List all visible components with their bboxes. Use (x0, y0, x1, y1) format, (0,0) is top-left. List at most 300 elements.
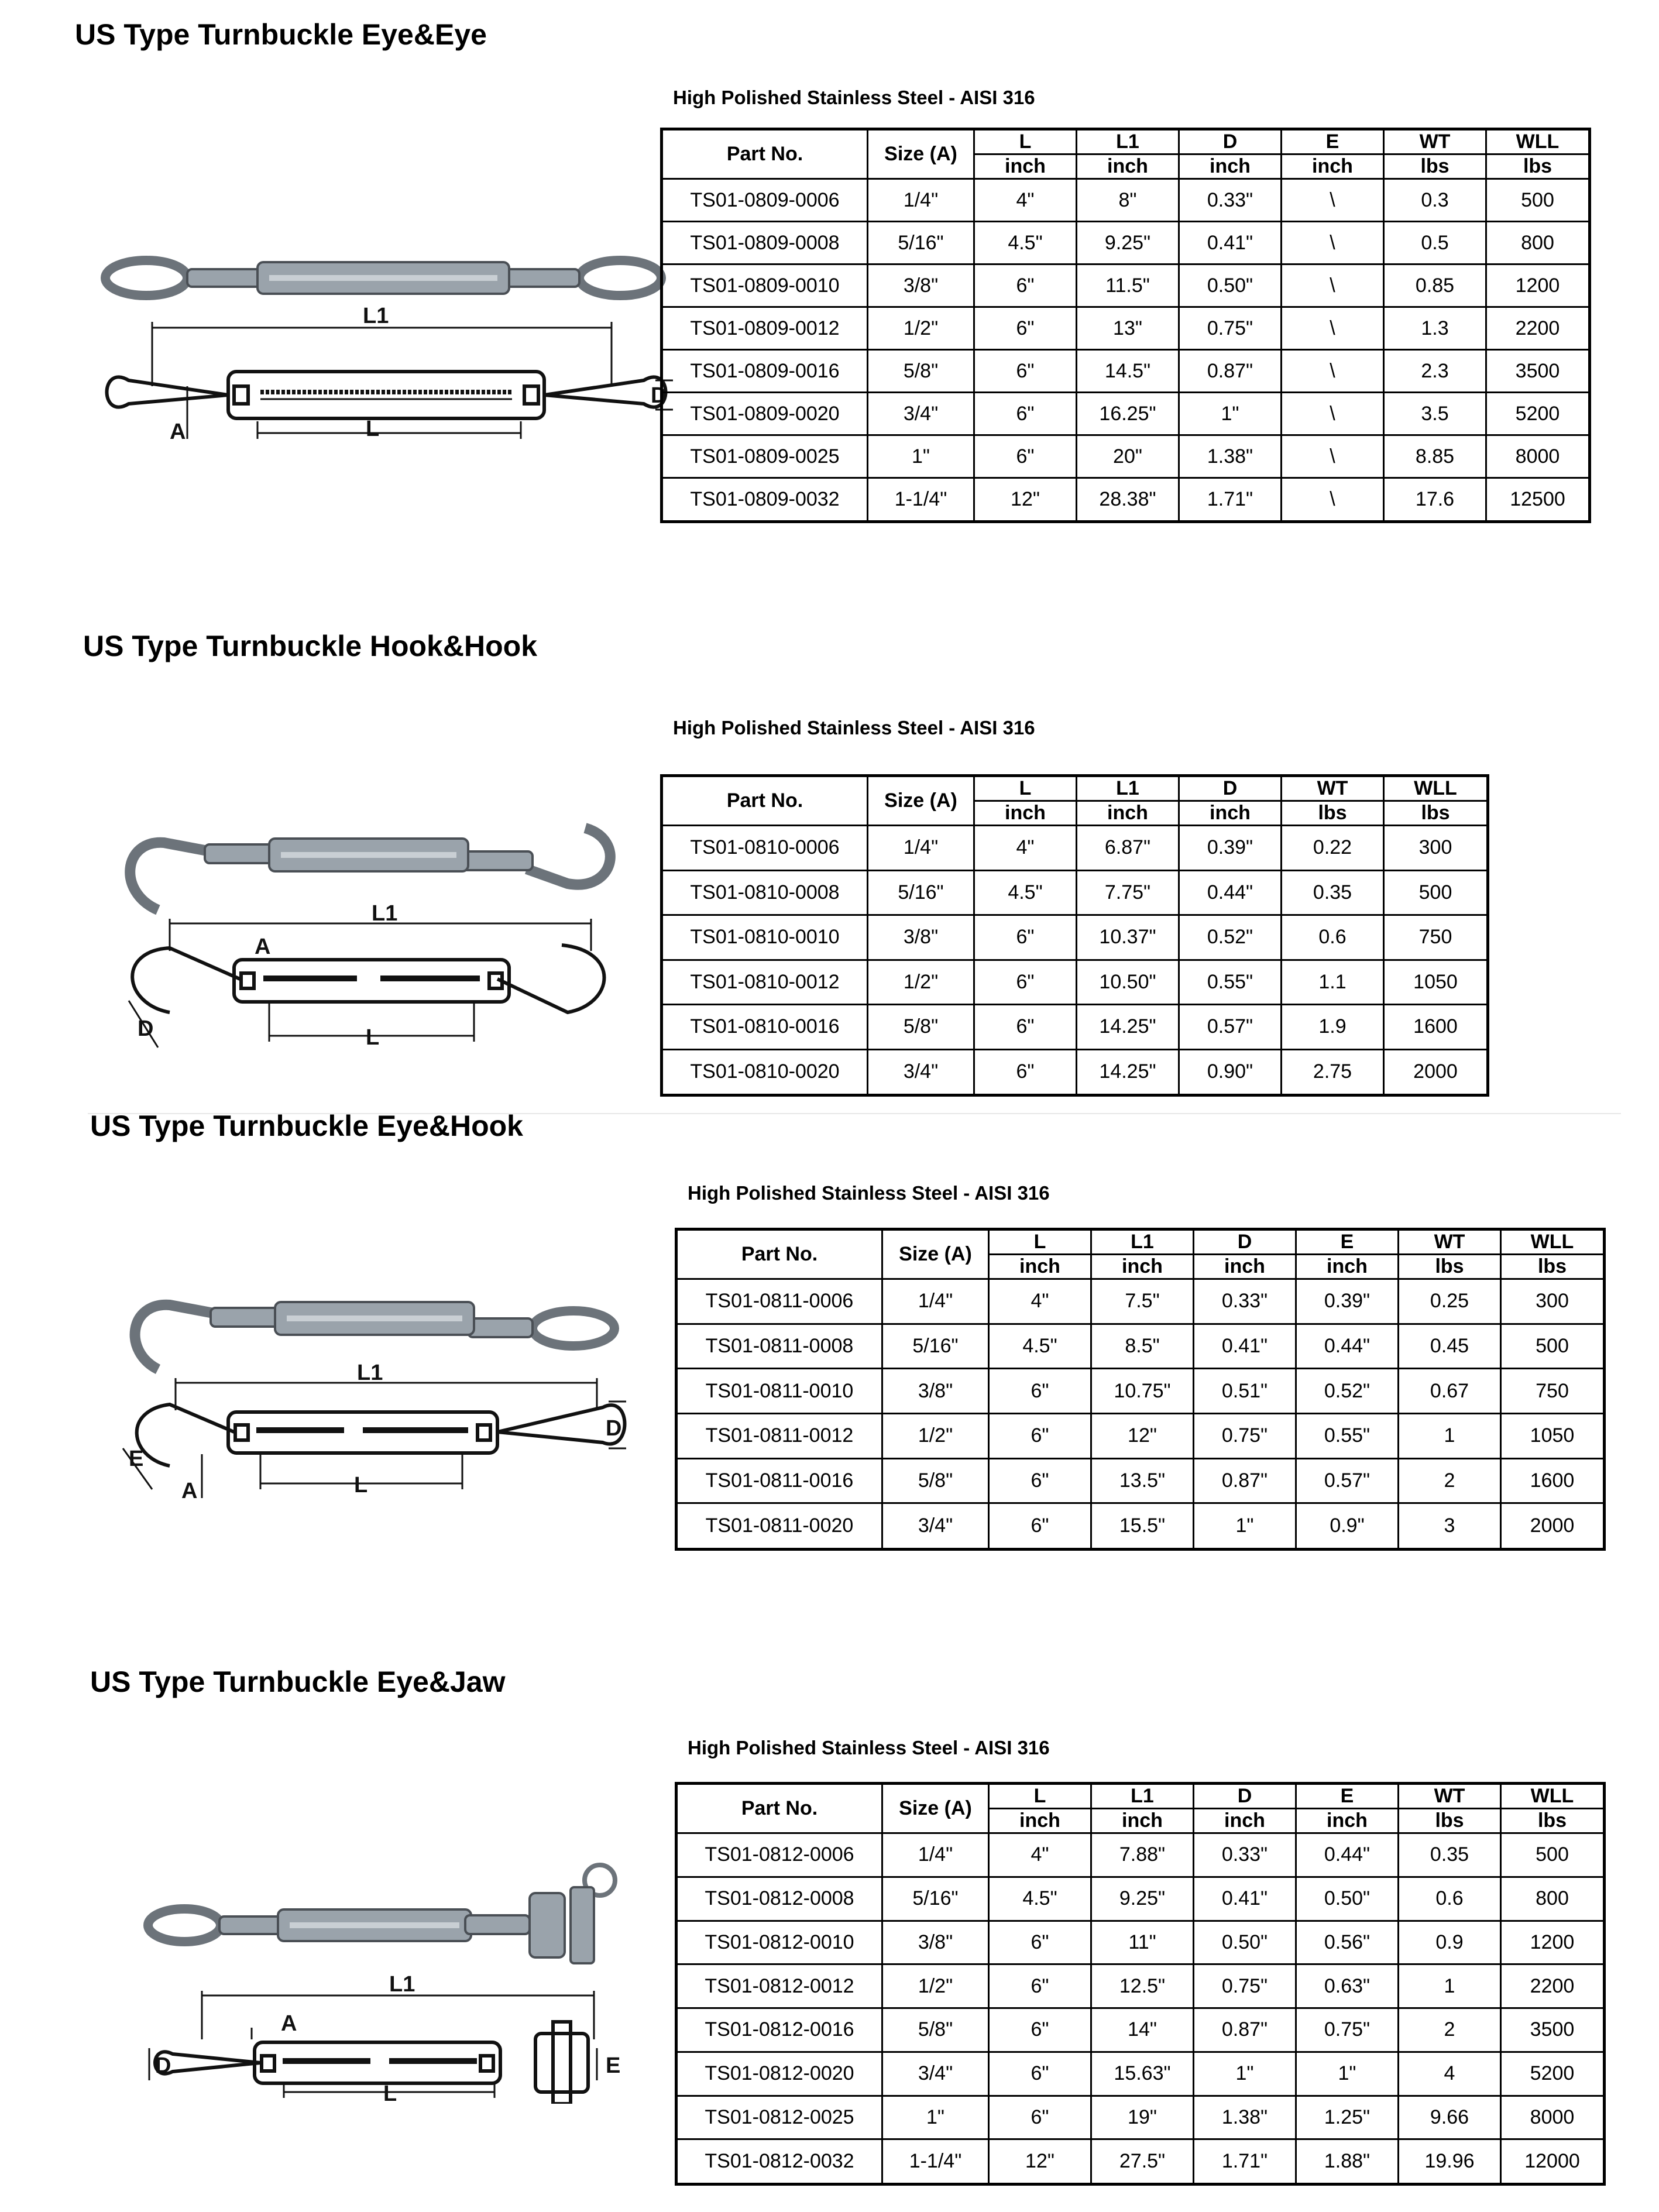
turnbuckle-drawing (149, 1991, 597, 2104)
table-cell: 19.96 (1399, 2139, 1501, 2184)
table-row (662, 307, 1590, 350)
turnbuckle-photo (130, 828, 610, 910)
dim-label-a: A (181, 1479, 198, 1503)
table-cell: 16.25" (1077, 393, 1179, 435)
dim-label-a: A (255, 935, 271, 959)
part-number-cell: TS01-0812-0032 (676, 2139, 882, 2184)
table-cell: 0.33" (1194, 1833, 1296, 1877)
table-cell: 1.3 (1384, 307, 1486, 350)
col-header-l: L (989, 1229, 1091, 1255)
part-number-cell: TS01-0811-0012 (676, 1414, 882, 1459)
unit-cell: lbs (1501, 1809, 1605, 1833)
dim-label-l1: L1 (389, 1972, 415, 1997)
table-cell: 1" (882, 2096, 989, 2139)
table-cell: 1/4" (868, 826, 974, 871)
table-cell: 0.85 (1384, 265, 1486, 307)
table-cell: 6" (989, 1921, 1091, 1964)
table-row (662, 435, 1590, 478)
part-number-cell: TS01-0812-0020 (676, 2052, 882, 2096)
table-row (676, 1877, 1605, 1921)
part-number-cell: TS01-0812-0012 (676, 1964, 882, 2008)
table-cell: 6" (989, 1458, 1091, 1503)
part-number-cell: TS01-0809-0010 (662, 265, 868, 307)
table-cell: 0.55" (1296, 1414, 1399, 1459)
table-cell: \ (1282, 478, 1384, 522)
part-number-cell: TS01-0811-0020 (676, 1503, 882, 1550)
table-cell: 800 (1501, 1877, 1605, 1921)
table-cell: 1050 (1384, 960, 1488, 1005)
table-cell: \ (1282, 393, 1384, 435)
table-cell: 1-1/4" (882, 2139, 989, 2184)
part-number-cell: TS01-0812-0010 (676, 1921, 882, 1964)
table-cell: 4" (989, 1833, 1091, 1877)
col-header-e: E (1296, 1229, 1399, 1255)
unit-cell: inch (1194, 1809, 1296, 1833)
table-cell: 6" (974, 393, 1077, 435)
turnbuckle-drawing (107, 322, 674, 439)
table-cell: 1/2" (882, 1414, 989, 1459)
table-cell: 1.38" (1194, 2096, 1296, 2139)
col-header-d: D (1179, 776, 1282, 801)
part-number-cell: TS01-0809-0006 (662, 179, 868, 222)
table-row (662, 826, 1488, 871)
table-cell: 0.41" (1194, 1324, 1296, 1369)
table-cell: \ (1282, 265, 1384, 307)
table-cell: 1" (1179, 393, 1282, 435)
table-cell: 14" (1091, 2008, 1194, 2052)
table-cell: 800 (1486, 222, 1590, 265)
unit-cell: inch (1091, 1809, 1194, 1833)
table-cell: 0.52" (1296, 1369, 1399, 1414)
table-row (662, 222, 1590, 265)
table-cell: 14.25" (1077, 1005, 1179, 1050)
table-row (662, 179, 1590, 222)
table-cell: 3/4" (882, 2052, 989, 2096)
table-cell: 0.33" (1194, 1279, 1296, 1324)
part-number-cell: TS01-0810-0012 (662, 960, 868, 1005)
dim-label-d: D (155, 2053, 171, 2078)
table-cell: 6" (974, 307, 1077, 350)
unit-cell: lbs (1384, 801, 1488, 826)
table-cell: 15.63" (1091, 2052, 1194, 2096)
table-cell: 4.5" (989, 1877, 1091, 1921)
table-row (676, 1458, 1605, 1503)
table-row (662, 960, 1488, 1005)
table-cell: 14.5" (1077, 350, 1179, 393)
col-header-d: D (1194, 1229, 1296, 1255)
table-cell: 7.75" (1077, 870, 1179, 915)
col-header-wt: WT (1399, 1229, 1501, 1255)
table-cell: 8000 (1486, 435, 1590, 478)
hook-hook-turnbuckle-figure (105, 816, 632, 1062)
table-cell: \ (1282, 222, 1384, 265)
table-cell: 5/8" (882, 1458, 989, 1503)
unit-cell: lbs (1282, 801, 1384, 826)
table-cell: 20" (1077, 435, 1179, 478)
table-cell: 1/4" (882, 1833, 989, 1877)
unit-cell: lbs (1501, 1255, 1605, 1279)
table-cell: 12" (989, 2139, 1091, 2184)
unit-cell: inch (974, 801, 1077, 826)
table-cell: 6" (974, 1005, 1077, 1050)
table-cell: 1.9 (1282, 1005, 1384, 1050)
table-cell: 0.50" (1179, 265, 1282, 307)
table-cell: 2 (1399, 1458, 1501, 1503)
part-number-cell: TS01-0809-0016 (662, 350, 868, 393)
table-cell: 5/16" (882, 1324, 989, 1369)
table-cell: 0.44" (1296, 1324, 1399, 1369)
table-cell: 7.5" (1091, 1279, 1194, 1324)
table-cell: 6" (974, 435, 1077, 478)
turnbuckle-photo (148, 1865, 615, 1963)
table-body (676, 1833, 1605, 2184)
unit-cell: inch (1179, 154, 1282, 179)
table-cell: 5/16" (882, 1877, 989, 1921)
table-cell: 2.3 (1384, 350, 1486, 393)
table-cell: 0.35 (1282, 870, 1384, 915)
table-cell: 1.88" (1296, 2139, 1399, 2184)
table-cell: 6" (989, 2052, 1091, 2096)
table-body (676, 1279, 1605, 1550)
table-cell: 1" (1194, 1503, 1296, 1550)
part-number-cell: TS01-0811-0016 (676, 1458, 882, 1503)
unit-cell: lbs (1399, 1255, 1501, 1279)
col-header-wt: WT (1384, 129, 1486, 154)
table-cell: 0.6 (1399, 1877, 1501, 1921)
col-header-d: D (1194, 1784, 1296, 1809)
unit-cell: inch (1179, 801, 1282, 826)
table-cell: 500 (1501, 1324, 1605, 1369)
col-header-part-no: Part No. (676, 1784, 882, 1833)
table-row (676, 2096, 1605, 2139)
table-cell: 5/16" (868, 870, 974, 915)
table-cell: 2 (1399, 2008, 1501, 2052)
col-header-wt: WT (1399, 1784, 1501, 1809)
eye-jaw-turnbuckle-figure (138, 1852, 652, 2104)
dim-label-d: D (138, 1016, 154, 1041)
part-number-cell: TS01-0811-0008 (676, 1324, 882, 1369)
table-cell: 0.55" (1179, 960, 1282, 1005)
table-cell: 0.22 (1282, 826, 1384, 871)
table-cell: 1/4" (868, 179, 974, 222)
table-cell: 5/8" (868, 1005, 974, 1050)
part-number-cell: TS01-0812-0006 (676, 1833, 882, 1877)
table-cell: 1/4" (882, 1279, 989, 1324)
table-cell: 0.57" (1296, 1458, 1399, 1503)
table-cell: 4.5" (974, 222, 1077, 265)
part-number-cell: TS01-0809-0008 (662, 222, 868, 265)
table-cell: 3/8" (868, 265, 974, 307)
table-cell: 10.75" (1091, 1369, 1194, 1414)
table-cell: 0.50" (1194, 1921, 1296, 1964)
table-row (676, 1921, 1605, 1964)
dim-label-d: D (606, 1416, 622, 1441)
table-cell: 2.75 (1282, 1049, 1384, 1095)
dim-label-a: A (170, 420, 186, 444)
table-cell: 9.25" (1091, 1877, 1194, 1921)
table-cell: 11" (1091, 1921, 1194, 1964)
table-cell: 1-1/4" (868, 478, 974, 522)
table-cell: 3/4" (868, 1049, 974, 1095)
table-row (662, 1049, 1488, 1095)
spec-table-eye-eye (660, 128, 1591, 523)
unit-cell: inch (1077, 154, 1179, 179)
table-cell: 1/2" (868, 307, 974, 350)
col-header-e: E (1296, 1784, 1399, 1809)
col-header-l1: L1 (1091, 1784, 1194, 1809)
eye-hook-turnbuckle-figure (111, 1279, 638, 1513)
table-cell: 28.38" (1077, 478, 1179, 522)
table-row (662, 265, 1590, 307)
table-cell: 6" (974, 350, 1077, 393)
table-cell: 0.44" (1179, 870, 1282, 915)
col-header-l1: L1 (1091, 1229, 1194, 1255)
table-cell: 1.38" (1179, 435, 1282, 478)
dim-label-l1: L1 (372, 901, 398, 926)
unit-cell: inch (989, 1255, 1091, 1279)
table-cell: 4 (1399, 2052, 1501, 2096)
table-cell: 1200 (1486, 265, 1590, 307)
col-header-d: D (1179, 129, 1282, 154)
eye-eye-turnbuckle-figure (94, 246, 679, 462)
table-cell: 0.9 (1399, 1921, 1501, 1964)
table-cell: 0.35 (1399, 1833, 1501, 1877)
part-number-cell: TS01-0810-0020 (662, 1049, 868, 1095)
dim-label-l1: L1 (363, 304, 389, 328)
table-cell: 0.75" (1179, 307, 1282, 350)
table-cell: 6" (974, 1049, 1077, 1095)
table-cell: 6.87" (1077, 826, 1179, 871)
table-cell: 0.75" (1194, 1414, 1296, 1459)
dim-label-a: A (281, 2011, 297, 2036)
table-cell: 12" (1091, 1414, 1194, 1459)
dim-label-e: E (606, 2053, 621, 2078)
table-cell: 1.25" (1296, 2096, 1399, 2139)
table-cell: 9.66 (1399, 2096, 1501, 2139)
part-number-cell: TS01-0809-0012 (662, 307, 868, 350)
table-cell: 2200 (1501, 1964, 1605, 2008)
table-cell: 0.45 (1399, 1324, 1501, 1369)
part-number-cell: TS01-0811-0006 (676, 1279, 882, 1324)
table-cell: 1/2" (868, 960, 974, 1005)
table-cell: 9.25" (1077, 222, 1179, 265)
spec-table-hook-hook (660, 774, 1489, 1097)
table-row (662, 915, 1488, 960)
col-header-l: L (974, 129, 1077, 154)
table-cell: 500 (1486, 179, 1590, 222)
spec-table-eye-hook (675, 1228, 1606, 1551)
table-row (676, 2008, 1605, 2052)
unit-cell: lbs (1399, 1809, 1501, 1833)
part-number-cell: TS01-0812-0016 (676, 2008, 882, 2052)
material-label: High Polished Stainless Steel - AISI 316 (688, 1737, 1050, 1758)
table-cell: \ (1282, 307, 1384, 350)
table-cell: 0.75" (1194, 1964, 1296, 2008)
table-cell: 0.41" (1179, 222, 1282, 265)
table-cell: 13" (1077, 307, 1179, 350)
table-cell: 0.87" (1179, 350, 1282, 393)
table-row (662, 1005, 1488, 1050)
table-cell: 15.5" (1091, 1503, 1194, 1550)
col-header-part-no: Part No. (662, 129, 868, 179)
table-row (676, 1503, 1605, 1550)
table-cell: 0.3 (1384, 179, 1486, 222)
table-cell: 0.90" (1179, 1049, 1282, 1095)
table-row (676, 1833, 1605, 1877)
table-cell: 300 (1384, 826, 1488, 871)
table-row (676, 1964, 1605, 2008)
table-row (662, 393, 1590, 435)
table-cell: 19" (1091, 2096, 1194, 2139)
table-cell: 1" (1194, 2052, 1296, 2096)
table-cell: 3/8" (882, 1369, 989, 1414)
table-row (662, 350, 1590, 393)
table-cell: 5/16" (868, 222, 974, 265)
table-cell: 3500 (1501, 2008, 1605, 2052)
table-cell: 1/2" (882, 1964, 989, 2008)
table-cell: 17.6 (1384, 478, 1486, 522)
col-header-size: Size (A) (868, 776, 974, 826)
unit-cell: inch (1194, 1255, 1296, 1279)
table-cell: 2000 (1384, 1049, 1488, 1095)
col-header-e: E (1282, 129, 1384, 154)
table-cell: 12.5" (1091, 1964, 1194, 2008)
table-cell: 0.87" (1194, 2008, 1296, 2052)
material-label: High Polished Stainless Steel - AISI 316 (688, 1182, 1050, 1204)
table-cell: 0.41" (1194, 1877, 1296, 1921)
section-title: US Type Turnbuckle Eye&Eye (75, 18, 487, 51)
table-cell: 6" (989, 1964, 1091, 2008)
unit-cell: inch (974, 154, 1077, 179)
table-row (676, 2052, 1605, 2096)
col-header-wll: WLL (1384, 776, 1488, 801)
table-cell: 6" (989, 1369, 1091, 1414)
unit-cell: inch (1296, 1255, 1399, 1279)
part-number-cell: TS01-0810-0010 (662, 915, 868, 960)
part-number-cell: TS01-0810-0006 (662, 826, 868, 871)
table-cell: 500 (1384, 870, 1488, 915)
table-cell: 4" (974, 179, 1077, 222)
part-number-cell: TS01-0812-0025 (676, 2096, 882, 2139)
table-cell: 0.52" (1179, 915, 1282, 960)
table-cell: 11.5" (1077, 265, 1179, 307)
table-cell: 8000 (1501, 2096, 1605, 2139)
spec-table-eye-jaw (675, 1782, 1606, 2186)
dim-label-l: L (366, 1025, 380, 1050)
part-number-cell: TS01-0809-0025 (662, 435, 868, 478)
table-cell: 1" (1296, 2052, 1399, 2096)
table-cell: 1600 (1501, 1458, 1605, 1503)
table-cell: 3 (1399, 1503, 1501, 1550)
section-title: US Type Turnbuckle Eye&Hook (90, 1110, 523, 1142)
unit-cell: lbs (1486, 154, 1590, 179)
col-header-l1: L1 (1077, 129, 1179, 154)
col-header-part-no: Part No. (676, 1229, 882, 1279)
table-cell: 1050 (1501, 1414, 1605, 1459)
dim-label-l: L (354, 1473, 368, 1497)
table-cell: 3/4" (882, 1503, 989, 1550)
table-cell: 4" (989, 1279, 1091, 1324)
table-cell: 0.50" (1296, 1877, 1399, 1921)
table-cell: 0.44" (1296, 1833, 1399, 1877)
table-cell: 6" (974, 915, 1077, 960)
table-cell: 10.37" (1077, 915, 1179, 960)
table-cell: 2000 (1501, 1503, 1605, 1550)
table-body (662, 179, 1590, 522)
table-cell: 0.63" (1296, 1964, 1399, 2008)
table-cell: 0.75" (1296, 2008, 1399, 2052)
table-cell: \ (1282, 179, 1384, 222)
table-cell: 6" (989, 2008, 1091, 2052)
col-header-wll: WLL (1501, 1229, 1605, 1255)
col-header-part-no: Part No. (662, 776, 868, 826)
material-label: High Polished Stainless Steel - AISI 316 (673, 87, 1035, 108)
table-cell: 6" (989, 1414, 1091, 1459)
col-header-wt: WT (1282, 776, 1384, 801)
table-cell: 1.1 (1282, 960, 1384, 1005)
table-cell: 2200 (1486, 307, 1590, 350)
turnbuckle-photo (135, 1302, 614, 1369)
col-header-l: L (974, 776, 1077, 801)
unit-cell: lbs (1384, 154, 1486, 179)
unit-cell: inch (1296, 1809, 1399, 1833)
dim-label-l: L (383, 2082, 397, 2104)
table-cell: 4" (974, 826, 1077, 871)
table-cell: 1" (868, 435, 974, 478)
turnbuckle-photo (105, 260, 661, 296)
table-cell: 14.25" (1077, 1049, 1179, 1095)
table-cell: 3/8" (882, 1921, 989, 1964)
table-cell: 8.5" (1091, 1324, 1194, 1369)
dim-label-l: L (366, 417, 380, 441)
table-row (676, 1369, 1605, 1414)
table-cell: 3500 (1486, 350, 1590, 393)
table-cell: 5200 (1486, 393, 1590, 435)
unit-cell: inch (989, 1809, 1091, 1833)
part-number-cell: TS01-0811-0010 (676, 1369, 882, 1414)
table-cell: 0.5 (1384, 222, 1486, 265)
table-cell: \ (1282, 435, 1384, 478)
table-cell: 0.6 (1282, 915, 1384, 960)
unit-cell: inch (1282, 154, 1384, 179)
table-cell: 6" (974, 960, 1077, 1005)
table-cell: 5/8" (868, 350, 974, 393)
table-cell: 3/8" (868, 915, 974, 960)
table-cell: 12" (974, 478, 1077, 522)
col-header-l: L (989, 1784, 1091, 1809)
table-cell: 8.85 (1384, 435, 1486, 478)
table-cell: 8" (1077, 179, 1179, 222)
table-cell: \ (1282, 350, 1384, 393)
table-cell: 1 (1399, 1414, 1501, 1459)
col-header-wll: WLL (1501, 1784, 1605, 1809)
unit-cell: inch (1077, 801, 1179, 826)
part-number-cell: TS01-0809-0032 (662, 478, 868, 522)
table-cell: 0.33" (1179, 179, 1282, 222)
table-cell: 10.50" (1077, 960, 1179, 1005)
col-header-l1: L1 (1077, 776, 1179, 801)
section-title: US Type Turnbuckle Hook&Hook (83, 630, 538, 662)
table-cell: 1.71" (1179, 478, 1282, 522)
table-cell: 300 (1501, 1279, 1605, 1324)
part-number-cell: TS01-0809-0020 (662, 393, 868, 435)
part-number-cell: TS01-0810-0008 (662, 870, 868, 915)
table-cell: 1200 (1501, 1921, 1605, 1964)
table-cell: 6" (974, 265, 1077, 307)
dim-label-d: D (651, 383, 667, 408)
table-cell: 1 (1399, 1964, 1501, 2008)
dim-label-e: E (129, 1447, 144, 1471)
